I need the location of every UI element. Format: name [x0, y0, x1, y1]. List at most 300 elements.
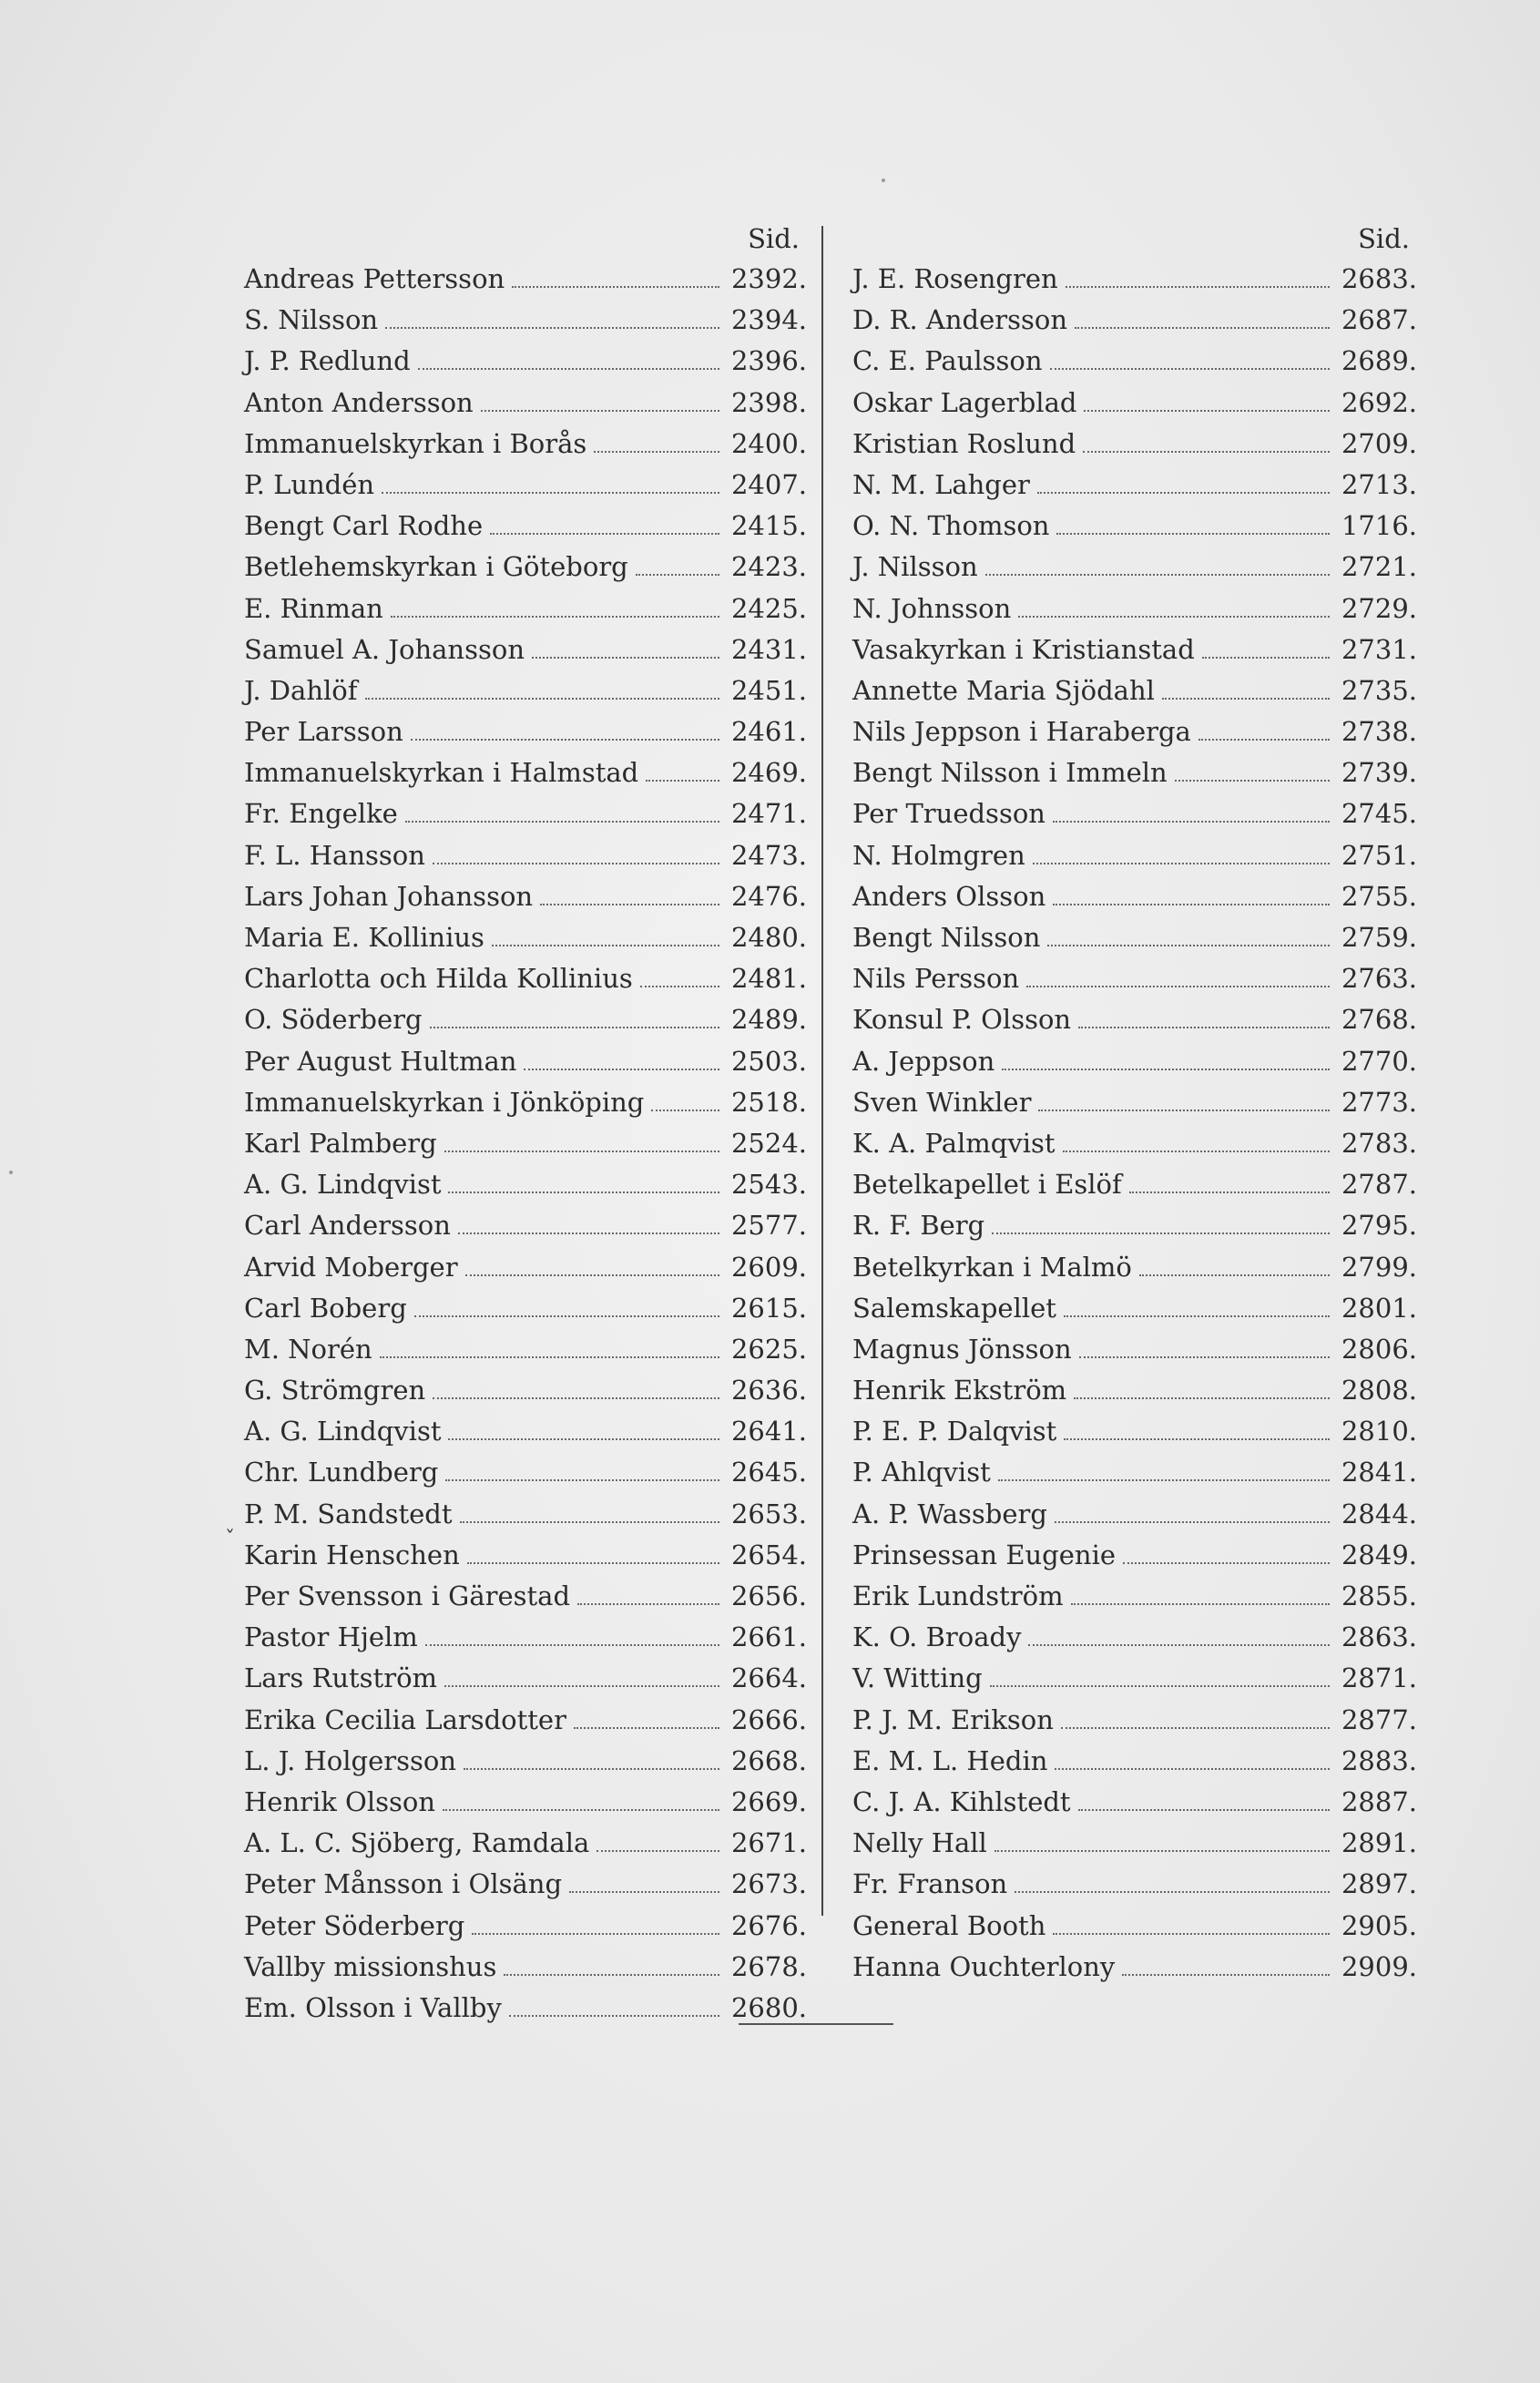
index-entry — [852, 670, 1417, 711]
index-entry — [852, 1782, 1417, 1823]
dot-leader — [994, 1850, 1330, 1852]
entry-page-number: 2810. — [1341, 1416, 1417, 1447]
entry-page-number: 2709. — [1341, 427, 1417, 459]
entry-page-number: 2799. — [1341, 1251, 1417, 1283]
dot-leader — [430, 1027, 719, 1028]
index-entry — [852, 1370, 1417, 1411]
dot-leader — [445, 1479, 719, 1481]
entry-name: Kristian Roslund — [852, 427, 1076, 459]
entry-page-number: 2473. — [730, 839, 807, 871]
entry-name: Anton Andersson — [244, 386, 474, 418]
index-entry — [244, 588, 807, 629]
dot-leader — [460, 1521, 719, 1523]
entry-page-number: 2398. — [730, 386, 807, 418]
dot-leader — [464, 1768, 719, 1770]
entry-page-number: 1716. — [1341, 510, 1417, 542]
entry-name: Salemskapellet — [852, 1292, 1056, 1324]
index-entry — [852, 300, 1417, 341]
entry-name: Betelkapellet i Eslöf — [852, 1169, 1122, 1201]
index-entry — [244, 1164, 807, 1205]
entry-name: Nils Jeppson i Haraberga — [852, 716, 1191, 748]
entry-name: Fr. Franson — [852, 1868, 1008, 1900]
entry-page-number: 2855. — [1341, 1580, 1417, 1611]
entry-name: Karl Palmberg — [244, 1127, 437, 1159]
entry-page-number: 2423. — [730, 551, 807, 583]
entry-name: J. P. Redlund — [244, 345, 411, 377]
dot-leader — [444, 1151, 719, 1152]
dot-leader — [509, 2015, 719, 2017]
dot-leader — [433, 863, 719, 864]
dot-leader — [1139, 1274, 1330, 1276]
dot-leader — [405, 821, 719, 823]
entry-name: Annette Maria Sjödahl — [852, 674, 1155, 706]
entry-name: General Booth — [852, 1909, 1046, 1941]
entry-page-number: 2770. — [1341, 1045, 1417, 1077]
entry-name: N. Holmgren — [852, 839, 1025, 871]
entry-page-number: 2476. — [730, 880, 807, 912]
dot-leader — [512, 286, 719, 288]
entry-name: Magnus Jönsson — [852, 1333, 1072, 1365]
index-entry — [852, 876, 1417, 917]
index-entry — [244, 259, 807, 300]
entry-page-number: 2669. — [730, 1785, 807, 1817]
index-entry — [244, 876, 807, 917]
entry-name: Immanuelskyrkan i Jönköping — [244, 1086, 645, 1118]
index-entry — [852, 1164, 1417, 1205]
entry-name: J. E. Rosengren — [852, 263, 1058, 294]
entry-name: K. O. Broady — [852, 1621, 1022, 1653]
entry-name: Karin Henschen — [244, 1539, 460, 1570]
dot-leader — [1063, 1151, 1330, 1152]
entry-name: Henrik Ekström — [852, 1375, 1067, 1406]
entry-name: Per Larsson — [244, 716, 403, 748]
entry-name: F. L. Hansson — [244, 839, 425, 871]
entry-name: Fr. Engelke — [244, 798, 398, 830]
dot-leader — [382, 492, 719, 494]
dot-leader — [433, 1397, 719, 1399]
dot-leader — [458, 1232, 719, 1234]
index-entry — [244, 1082, 807, 1123]
entry-name: Nils Persson — [852, 963, 1020, 995]
entry-name: A. P. Wassberg — [852, 1498, 1047, 1529]
index-entry — [244, 1947, 807, 1988]
entry-page-number: 2678. — [730, 1950, 807, 1982]
entry-name: Sven Winkler — [852, 1086, 1032, 1118]
dot-leader — [1064, 1438, 1330, 1440]
entry-page-number: 2783. — [1341, 1127, 1417, 1159]
entry-page-number: 2687. — [1341, 304, 1417, 336]
index-entry — [852, 917, 1417, 958]
index-entry — [244, 383, 807, 424]
dot-leader — [540, 904, 719, 905]
entry-name: Andreas Pettersson — [244, 263, 505, 294]
dot-leader — [1075, 327, 1330, 329]
index-entry — [852, 1535, 1417, 1576]
dot-leader — [532, 657, 719, 659]
entry-name: D. R. Andersson — [852, 304, 1068, 336]
dot-leader — [1079, 1356, 1330, 1358]
index-entry — [852, 999, 1417, 1040]
entry-name: Maria E. Kollinius — [244, 922, 484, 953]
dot-leader — [1078, 1027, 1330, 1028]
entry-page-number: 2645. — [730, 1457, 807, 1488]
entry-page-number: 2615. — [730, 1292, 807, 1324]
dot-leader — [1028, 1644, 1330, 1646]
entry-name: Prinsessan Eugenie — [852, 1539, 1117, 1570]
index-entry — [244, 1329, 807, 1370]
dot-leader — [1033, 863, 1330, 864]
dot-leader — [569, 1891, 719, 1893]
entry-name: Immanuelskyrkan i Borås — [244, 427, 587, 459]
index-entry — [244, 465, 807, 506]
index-entry — [852, 547, 1417, 588]
index-entry — [852, 1288, 1417, 1329]
entry-name: Oskar Lagerblad — [852, 386, 1077, 418]
entry-page-number: 2871. — [1341, 1662, 1417, 1694]
entry-name: Henrik Olsson — [244, 1785, 436, 1817]
entry-page-number: 2787. — [1341, 1169, 1417, 1201]
index-entry — [852, 588, 1417, 629]
entry-name: Bengt Nilsson i Immeln — [852, 757, 1168, 789]
entry-name: P. Lundén — [244, 468, 375, 500]
entry-name: Betelkyrkan i Malmö — [852, 1251, 1132, 1283]
index-entry — [244, 1494, 807, 1535]
entry-page-number: 2396. — [730, 345, 807, 377]
entry-name: Nelly Hall — [852, 1827, 987, 1859]
bottom-rule — [739, 2023, 893, 2025]
entry-page-number: 2431. — [730, 633, 807, 665]
entry-name: O. N. Thomson — [852, 510, 1050, 542]
index-entry — [244, 917, 807, 958]
entry-name: E. Rinman — [244, 592, 383, 624]
index-entry — [852, 1123, 1417, 1164]
entry-page-number: 2577. — [730, 1210, 807, 1242]
entry-page-number: 2471. — [730, 798, 807, 830]
entry-name: N. Johnsson — [852, 592, 1012, 624]
entry-name: S. Nilsson — [244, 304, 379, 336]
dot-leader — [1083, 451, 1330, 453]
entry-name: Carl Andersson — [244, 1210, 451, 1242]
entry-page-number: 2689. — [1341, 345, 1417, 377]
entry-name: Lars Johan Johansson — [244, 880, 534, 912]
entry-page-number: 2713. — [1341, 468, 1417, 500]
dot-leader — [640, 986, 719, 987]
index-entry — [852, 383, 1417, 424]
entry-page-number: 2763. — [1341, 963, 1417, 995]
entry-page-number: 2849. — [1341, 1539, 1417, 1570]
dot-leader — [636, 574, 719, 576]
left-entry-list — [244, 259, 807, 2029]
entry-page-number: 2518. — [730, 1086, 807, 1118]
entry-page-number: 2891. — [1341, 1827, 1417, 1859]
entry-name: Konsul P. Olsson — [852, 1004, 1072, 1036]
dot-leader — [646, 780, 719, 782]
dot-leader — [1066, 286, 1330, 288]
index-entry — [852, 1864, 1417, 1905]
entry-page-number: 2739. — [1341, 757, 1417, 789]
index-entry — [852, 1041, 1417, 1082]
index-entry — [244, 958, 807, 999]
index-entry — [244, 1864, 807, 1905]
index-entry — [244, 1370, 807, 1411]
entry-page-number: 2609. — [730, 1251, 807, 1283]
entry-name: Vallby missionshus — [244, 1950, 497, 1982]
entry-name: Lars Rutström — [244, 1662, 438, 1694]
index-entry — [244, 1535, 807, 1576]
entry-name: Samuel A. Johansson — [244, 633, 525, 665]
entry-name: P. M. Sandstedt — [244, 1498, 453, 1529]
entry-page-number: 2653. — [730, 1498, 807, 1529]
entry-page-number: 2481. — [730, 963, 807, 995]
index-entry — [244, 670, 807, 711]
dot-leader — [992, 1232, 1330, 1234]
entry-name: Peter Söderberg — [244, 1909, 465, 1941]
dot-leader — [998, 1479, 1330, 1481]
entry-name: Hanna Ouchterlony — [852, 1950, 1116, 1982]
dot-leader — [411, 739, 719, 741]
entry-name: A. Jeppson — [852, 1045, 995, 1077]
index-entry — [244, 711, 807, 752]
dot-leader — [365, 698, 720, 700]
index-entry — [244, 547, 807, 588]
entry-page-number: 2451. — [730, 674, 807, 706]
dot-leader — [1071, 1603, 1330, 1605]
index-entry — [852, 1247, 1417, 1288]
dot-leader — [1055, 1768, 1330, 1770]
entry-name: Em. Olsson i Vallby — [244, 1991, 502, 2023]
entry-page-number: 2666. — [730, 1703, 807, 1735]
entry-page-number: 2773. — [1341, 1086, 1417, 1118]
index-entry — [852, 1082, 1417, 1123]
dot-leader — [443, 1809, 719, 1811]
dot-leader — [1061, 1727, 1330, 1729]
dot-leader — [481, 410, 719, 412]
entry-name: C. E. Paulsson — [852, 345, 1043, 377]
entry-page-number: 2905. — [1341, 1909, 1417, 1941]
entry-page-number: 2806. — [1341, 1333, 1417, 1365]
entry-page-number: 2676. — [730, 1909, 807, 1941]
index-entry — [852, 1617, 1417, 1658]
entry-page-number: 2721. — [1341, 551, 1417, 583]
entry-name: A. G. Lindqvist — [244, 1169, 442, 1201]
entry-page-number: 2664. — [730, 1662, 807, 1694]
dot-leader — [385, 327, 719, 329]
index-entry — [852, 752, 1417, 793]
index-entry — [244, 752, 807, 793]
margin-tick-mark: ˯ — [225, 1510, 235, 1533]
entry-name: P. J. M. Erikson — [852, 1703, 1054, 1735]
entry-page-number: 2735. — [1341, 674, 1417, 706]
entry-name: P. E. P. Dalqvist — [852, 1416, 1057, 1447]
dot-leader — [391, 616, 719, 618]
index-entry — [852, 1947, 1417, 1988]
left-index-column — [244, 219, 807, 2029]
index-entry — [244, 1041, 807, 1082]
entry-name: A. L. C. Sjöberg, Ramdala — [244, 1827, 590, 1859]
entry-page-number: 2863. — [1341, 1621, 1417, 1653]
entry-page-number: 2768. — [1341, 1004, 1417, 1036]
index-entry — [852, 1576, 1417, 1617]
index-entry — [244, 1782, 807, 1823]
entry-name: Per Truedsson — [852, 798, 1045, 830]
index-entry — [244, 1411, 807, 1452]
entry-page-number: 2729. — [1341, 592, 1417, 624]
entry-page-number: 2392. — [730, 263, 807, 294]
dot-leader — [1050, 368, 1330, 370]
entry-name: J. Dahlöf — [244, 674, 358, 706]
entry-page-number: 2745. — [1341, 798, 1417, 830]
dot-leader — [472, 1933, 719, 1935]
dot-leader — [490, 533, 719, 535]
dot-leader — [418, 368, 719, 370]
index-entry — [244, 1700, 807, 1741]
entry-page-number: 2654. — [730, 1539, 807, 1570]
dot-leader — [425, 1644, 719, 1646]
dot-leader — [1084, 410, 1330, 412]
dot-leader — [465, 1274, 719, 1276]
dot-leader — [1055, 1521, 1330, 1523]
entry-page-number: 2731. — [1341, 633, 1417, 665]
entry-page-number: 2503. — [730, 1045, 807, 1077]
entry-name: Bengt Carl Rodhe — [244, 510, 484, 542]
entry-name: Charlotta och Hilda Kollinius — [244, 963, 633, 995]
dot-leader — [1037, 492, 1330, 494]
entry-page-number: 2683. — [1341, 263, 1417, 294]
entry-name: O. Söderberg — [244, 1004, 423, 1036]
entry-name: A. G. Lindqvist — [244, 1416, 442, 1447]
dot-leader — [1175, 780, 1330, 782]
entry-name: Chr. Lundberg — [244, 1457, 439, 1488]
entry-page-number: 2738. — [1341, 716, 1417, 748]
dot-leader — [444, 1685, 719, 1687]
dot-leader — [651, 1110, 719, 1111]
dot-leader — [1122, 1974, 1330, 1976]
entry-page-number: 2625. — [730, 1333, 807, 1365]
index-entry — [852, 1741, 1417, 1782]
dot-leader — [448, 1192, 719, 1193]
dot-leader — [524, 1069, 719, 1070]
dot-leader — [1018, 616, 1330, 618]
entry-name: Vasakyrkan i Kristianstad — [852, 633, 1195, 665]
entry-page-number: 2801. — [1341, 1292, 1417, 1324]
entry-name: P. Ahlqvist — [852, 1457, 991, 1488]
entry-page-number: 2883. — [1341, 1744, 1417, 1776]
entry-page-number: 2461. — [730, 716, 807, 748]
entry-page-number: 2692. — [1341, 386, 1417, 418]
entry-page-number: 2808. — [1341, 1375, 1417, 1406]
index-entry — [244, 341, 807, 382]
dot-leader — [1078, 1809, 1330, 1811]
index-entry — [852, 793, 1417, 834]
index-entry — [244, 1288, 807, 1329]
entry-page-number: 2394. — [730, 304, 807, 336]
index-entry — [852, 1823, 1417, 1864]
index-entry — [244, 506, 807, 547]
dot-leader — [1002, 1069, 1330, 1070]
entry-page-number: 2887. — [1341, 1785, 1417, 1817]
entry-page-number: 2543. — [730, 1169, 807, 1201]
dot-leader — [1129, 1192, 1330, 1193]
entry-page-number: 2877. — [1341, 1703, 1417, 1735]
index-entry — [852, 1205, 1417, 1246]
index-entry — [244, 999, 807, 1040]
entry-name: Anders Olsson — [852, 880, 1046, 912]
entry-name: J. Nilsson — [852, 551, 978, 583]
dot-leader — [1053, 904, 1330, 905]
index-entry — [852, 629, 1417, 670]
dot-leader — [597, 1850, 719, 1852]
entry-name: Arvid Moberger — [244, 1251, 458, 1283]
entry-name: L. J. Holgersson — [244, 1744, 457, 1776]
entry-name: Bengt Nilsson — [852, 922, 1041, 953]
entry-page-number: 2480. — [730, 922, 807, 953]
index-entry — [244, 793, 807, 834]
dot-leader — [990, 1685, 1330, 1687]
entry-page-number: 2400. — [730, 427, 807, 459]
dot-leader — [1053, 821, 1330, 823]
dot-leader — [1053, 1933, 1330, 1935]
index-entry — [852, 1329, 1417, 1370]
entry-page-number: 2656. — [730, 1580, 807, 1611]
index-entry — [244, 1205, 807, 1246]
entry-name: Erika Cecilia Larsdotter — [244, 1703, 566, 1735]
entry-name: N. M. Lahger — [852, 468, 1030, 500]
entry-page-number: 2673. — [730, 1868, 807, 1900]
column-divider — [821, 226, 823, 1916]
entry-name: M. Norén — [244, 1333, 372, 1365]
index-entry — [852, 835, 1417, 876]
dot-leader — [1047, 945, 1330, 946]
paper-fleck — [9, 1171, 13, 1174]
dot-leader — [1074, 1397, 1330, 1399]
entry-page-number: 2524. — [730, 1127, 807, 1159]
dot-leader — [1123, 1562, 1330, 1564]
entry-page-number: 2661. — [730, 1621, 807, 1653]
entry-page-number: 2680. — [730, 1991, 807, 2023]
entry-name: Betlehemskyrkan i Göteborg — [244, 551, 628, 583]
entry-name: R. F. Berg — [852, 1210, 985, 1242]
index-entry — [244, 835, 807, 876]
index-entry — [852, 958, 1417, 999]
entry-page-number: 2755. — [1341, 880, 1417, 912]
entry-page-number: 2415. — [730, 510, 807, 542]
entry-page-number: 2407. — [730, 468, 807, 500]
index-entry — [244, 1988, 807, 2029]
index-entry — [244, 1452, 807, 1493]
dot-leader — [414, 1315, 719, 1317]
dot-leader — [985, 574, 1330, 576]
entry-name: Peter Månsson i Olsäng — [244, 1868, 563, 1900]
entry-page-number: 2841. — [1341, 1457, 1417, 1488]
left-column-header: Sid. — [748, 223, 800, 254]
dot-leader — [1026, 986, 1330, 987]
index-entry — [244, 1576, 807, 1617]
index-entry — [244, 629, 807, 670]
index-entry — [244, 1247, 807, 1288]
entry-name: Carl Boberg — [244, 1292, 407, 1324]
entry-name: E. M. L. Hedin — [852, 1744, 1048, 1776]
index-entry — [852, 341, 1417, 382]
entry-page-number: 2751. — [1341, 839, 1417, 871]
index-entry — [852, 424, 1417, 465]
index-entry — [244, 1741, 807, 1782]
entry-page-number: 2795. — [1341, 1210, 1417, 1242]
index-entry — [852, 1700, 1417, 1741]
entry-name: Immanuelskyrkan i Halmstad — [244, 757, 639, 789]
entry-name: Per Svensson i Gärestad — [244, 1580, 571, 1611]
index-entry — [852, 259, 1417, 300]
index-entry — [852, 1494, 1417, 1535]
